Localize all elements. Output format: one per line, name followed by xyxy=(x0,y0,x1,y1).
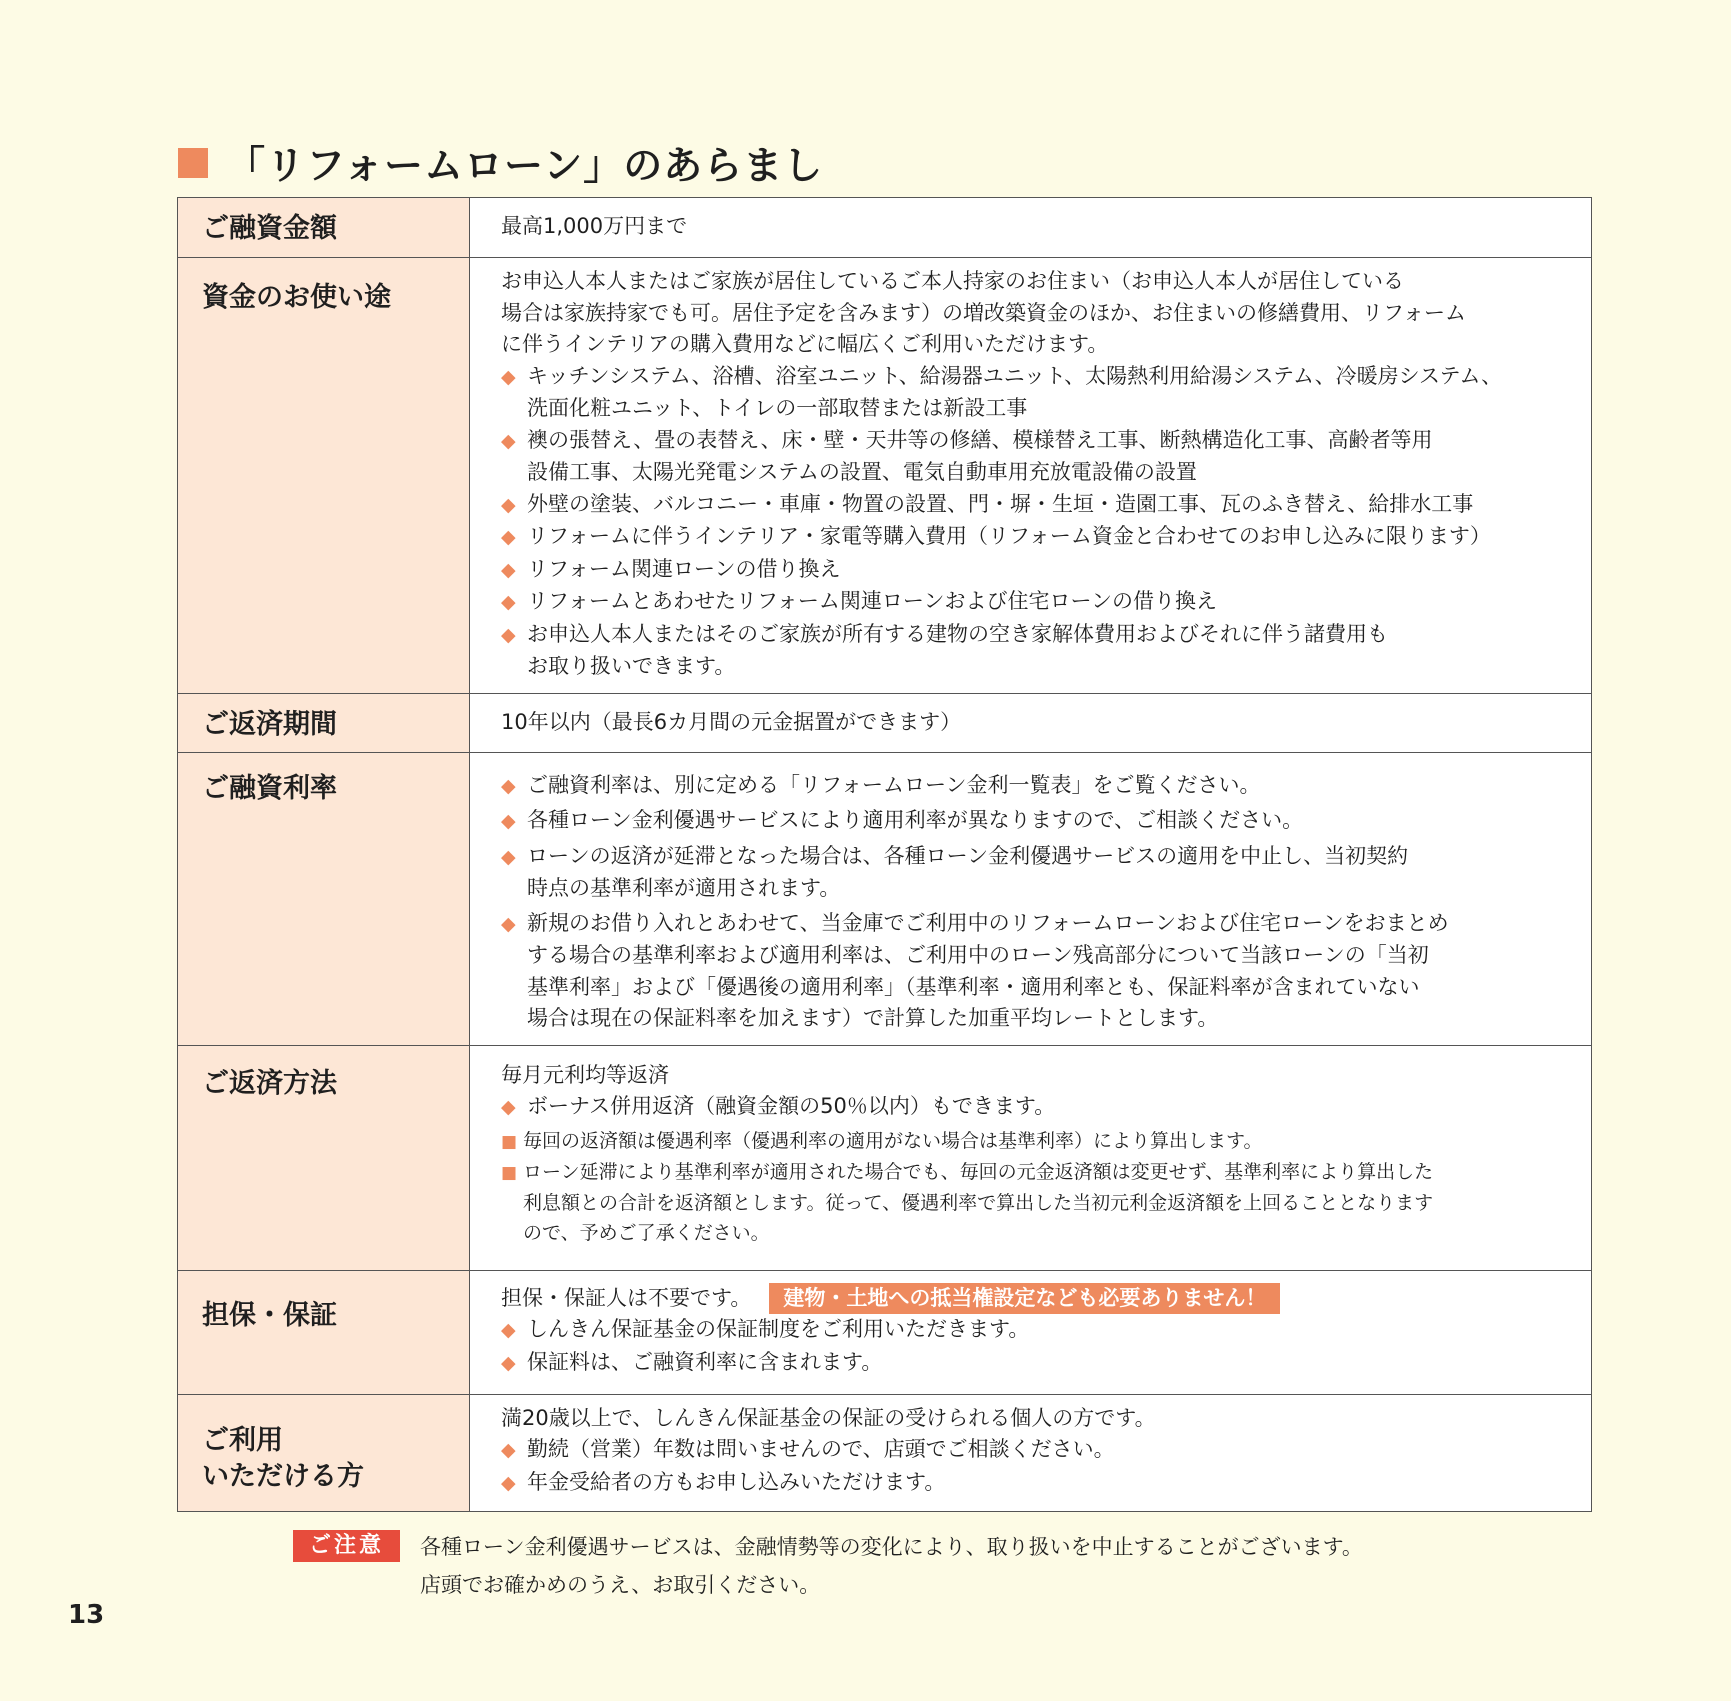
collateral-text: 担保・保証人は不要です。 xyxy=(501,1285,752,1310)
bullet-text-line: 保証料は、ご融資利率に含まれます。 xyxy=(527,1349,883,1374)
diamond-bullet-icon: ◆ xyxy=(501,365,516,388)
bullet-item xyxy=(501,361,1571,425)
page-title xyxy=(178,135,823,191)
bullet-text-line: ので、予めご了承ください。 xyxy=(523,1221,770,1244)
bullet-item xyxy=(501,805,1571,838)
diamond-bullet-icon: ◆ xyxy=(501,845,516,868)
page-number: 13 xyxy=(68,1600,105,1630)
bullet-text-line: 基準利率」および「優遇後の適用利率」（基準利率・適用利率とも、保証料率が含まれていない xyxy=(527,974,1420,999)
bullet-text-line: 勤続（営業）年数は問いませんので、店頭でご相談ください。 xyxy=(527,1437,1115,1461)
bullet-item xyxy=(501,1434,1571,1467)
row-content-method xyxy=(470,1045,1592,1270)
bullet-text-line: ローン延滞により基準利率が適用された場合でも、毎回の元金返済額は変更せず、基準利率により算出した xyxy=(523,1160,1434,1183)
method-bullets xyxy=(501,1091,1571,1124)
row-content-amount xyxy=(470,198,1592,258)
row-label-collateral: 担保・保証 xyxy=(178,1270,470,1394)
bullet-item xyxy=(501,619,1571,683)
bullet-text-line: ローンの返済が延滞となった場合は、各種ローン金利優遇サービスの適用を中止し、当初契約 xyxy=(527,843,1409,868)
caution-line-1: 各種ローン金利優遇サービスは、金融情勢等の変化により、取り扱いを中止することがございます。 xyxy=(420,1535,1363,1559)
eligible-label-line2: いただける方 xyxy=(202,1460,364,1492)
bullet-text-line: キッチンシステム、浴槽、浴室ユニット、給湯器ユニット、太陽熱利用給湯システム、冷暖房システム、 xyxy=(527,363,1503,388)
period-text: 10年以内（最長6カ月間の元金据置ができます） xyxy=(501,709,962,734)
row-label-usage: 資金のお使い途 xyxy=(178,258,470,694)
eligible-text: 満20歳以上で、しんきん保証基金の保証の受けられる個人の方です。 xyxy=(501,1405,1156,1430)
row-label-period: ご返済期間 xyxy=(178,693,470,752)
row-label-eligible xyxy=(178,1394,470,1511)
note-item xyxy=(501,1126,1571,1157)
eligible-label-line1: ご利用 xyxy=(202,1424,283,1456)
row-content-eligible xyxy=(470,1394,1592,1511)
table-row-eligible xyxy=(178,1394,1592,1511)
bullet-item xyxy=(501,908,1571,1035)
bullet-text-line: ご融資利率は、別に定める「リフォームローン金利一覧表」をご覧ください。 xyxy=(527,772,1261,797)
bullet-text-line: しんきん保証基金の保証制度をご利用いただきます。 xyxy=(527,1317,1030,1341)
caution-badge: ご注意 xyxy=(293,1530,400,1562)
bullet-text-line: ボーナス併用返済（融資金額の50％以内）もできます。 xyxy=(527,1094,1056,1118)
bullet-text-line: 外壁の塗装、バルコニー・車庫・物置の設置、門・塀・生垣・造園工事、瓦のふき替え、給排水工事 xyxy=(527,491,1474,516)
bullet-text-line: 年金受給者の方もお申し込みいただけます。 xyxy=(527,1469,946,1494)
note-item xyxy=(501,1157,1571,1248)
row-content-period xyxy=(470,693,1592,752)
amount-text: 最高1,000万円まで xyxy=(501,214,688,238)
caution-text xyxy=(420,1528,1363,1604)
text-line: に伴うインテリアの購入費用などに幅広くご利用いただけます。 xyxy=(501,332,1109,356)
usage-bullets xyxy=(501,361,1571,683)
row-label-amount: ご融資金額 xyxy=(178,198,470,258)
table-row-collateral xyxy=(178,1270,1592,1394)
method-notes xyxy=(501,1126,1571,1248)
row-content-collateral xyxy=(470,1270,1592,1394)
bullet-text-line: 設備工事、太陽光発電システムの設置、電気自動車用充放電設備の設置 xyxy=(527,460,1197,484)
bullet-item xyxy=(501,1091,1571,1124)
row-content-rate xyxy=(470,752,1592,1045)
bullet-item xyxy=(501,1314,1571,1347)
bullet-item xyxy=(501,554,1571,587)
page-title-text: 「リフォームローン」のあらまし xyxy=(226,144,824,189)
bullet-item xyxy=(501,1467,1571,1500)
bullet-item xyxy=(501,770,1571,803)
row-label-method: ご返済方法 xyxy=(178,1045,470,1270)
diamond-bullet-icon: ◆ xyxy=(501,526,516,548)
collateral-line xyxy=(501,1283,1571,1315)
bullet-text-line: する場合の基準利率および適用利率は、ご利用中のローン残高部分について当該ローンの「当初 xyxy=(527,943,1429,967)
caution-line-2: 店頭でお確かめのうえ、お取引ください。 xyxy=(420,1573,821,1597)
text-line: お申込人本人またはご家族が居住しているご本人持家のお住まい（お申込人本人が居住している xyxy=(501,269,1404,293)
bullet-text-line: 洗面化粧ユニット、トイレの一部取替または新設工事 xyxy=(527,396,1028,420)
bullet-item xyxy=(501,586,1571,619)
bullet-text-line: リフォーム関連ローンの借り換え xyxy=(527,556,841,581)
table-row-rate xyxy=(178,752,1592,1045)
diamond-bullet-icon: ◆ xyxy=(501,1319,516,1341)
method-text: 毎月元利均等返済 xyxy=(501,1062,669,1087)
table-row-method xyxy=(178,1045,1592,1270)
collateral-highlight-badge: 建物・土地への抵当権設定なども必要ありません！ xyxy=(769,1283,1280,1314)
square-bullet-icon: ■ xyxy=(501,1162,518,1183)
diamond-bullet-icon: ◆ xyxy=(501,429,516,452)
diamond-bullet-icon: ◆ xyxy=(501,810,516,832)
diamond-bullet-icon: ◆ xyxy=(501,623,516,646)
table-row-amount xyxy=(178,198,1592,258)
usage-intro xyxy=(501,266,1571,361)
text-line: 場合は家族持家でも可。居住予定を含みます）の増改築資金のほか、お住まいの修繕費用、リフォーム xyxy=(501,300,1466,325)
bullet-item xyxy=(501,1347,1571,1380)
eligible-bullets xyxy=(501,1434,1571,1499)
bullet-text-line: お申込人本人またはそのご家族が所有する建物の空き家解体費用およびそれに伴う諸費用も xyxy=(527,621,1388,646)
bullet-text-line: 襖の張替え、畳の表替え、床・壁・天井等の修繕、模様替え工事、断熱構造化工事、高齢者等用 xyxy=(527,427,1433,452)
summary-table xyxy=(177,197,1592,1512)
caution-note xyxy=(293,1528,1363,1604)
diamond-bullet-icon: ◆ xyxy=(501,558,516,581)
diamond-bullet-icon: ◆ xyxy=(501,1096,516,1118)
bullet-item xyxy=(501,489,1571,522)
bullet-item xyxy=(501,521,1571,554)
table-row-period xyxy=(178,693,1592,752)
collateral-bullets xyxy=(501,1314,1571,1379)
row-content-usage xyxy=(470,258,1592,694)
diamond-bullet-icon: ◆ xyxy=(501,774,516,797)
diamond-bullet-icon: ◆ xyxy=(501,591,516,613)
bullet-text-line: 時点の基準利率が適用されます。 xyxy=(527,876,841,900)
bullet-text-line: 場合は現在の保証料率を加えます）で計算した加重平均レートとします。 xyxy=(527,1006,1219,1030)
bullet-text-line: 利息額との合計を返済額とします。従って、優遇利率で算出した当初元利金返済額を上回ることとなります xyxy=(523,1191,1434,1214)
bullet-item xyxy=(501,425,1571,489)
bullet-text-line: お取り扱いできます。 xyxy=(527,654,736,678)
bullet-text-line: 新規のお借り入れとあわせて、当金庫でご利用中のリフォームローンおよび住宅ローンをおまとめ xyxy=(527,910,1449,935)
bullet-text-line: 各種ローン金利優遇サービスにより適用利率が異なりますので、ご相談ください。 xyxy=(527,808,1304,832)
diamond-bullet-icon: ◆ xyxy=(501,493,516,516)
diamond-bullet-icon: ◆ xyxy=(501,1351,516,1374)
table-row-usage xyxy=(178,258,1592,694)
rate-bullets xyxy=(501,770,1571,1035)
diamond-bullet-icon: ◆ xyxy=(501,912,516,935)
diamond-bullet-icon: ◆ xyxy=(501,1439,516,1461)
bullet-text-line: 毎回の返済額は優遇利率（優遇利率の適用がない場合は基準利率）により算出します。 xyxy=(523,1129,1263,1152)
bullet-text-line: リフォームとあわせたリフォーム関連ローンおよび住宅ローンの借り換え xyxy=(527,589,1218,613)
square-marker-icon xyxy=(178,148,208,178)
bullet-text-line: リフォームに伴うインテリア・家電等購入費用（リフォーム資金と合わせてのお申し込みに限ります） xyxy=(527,524,1491,548)
bullet-item xyxy=(501,841,1571,905)
diamond-bullet-icon: ◆ xyxy=(501,1471,516,1494)
square-bullet-icon: ■ xyxy=(501,1131,518,1152)
row-label-rate: ご融資利率 xyxy=(178,752,470,1045)
